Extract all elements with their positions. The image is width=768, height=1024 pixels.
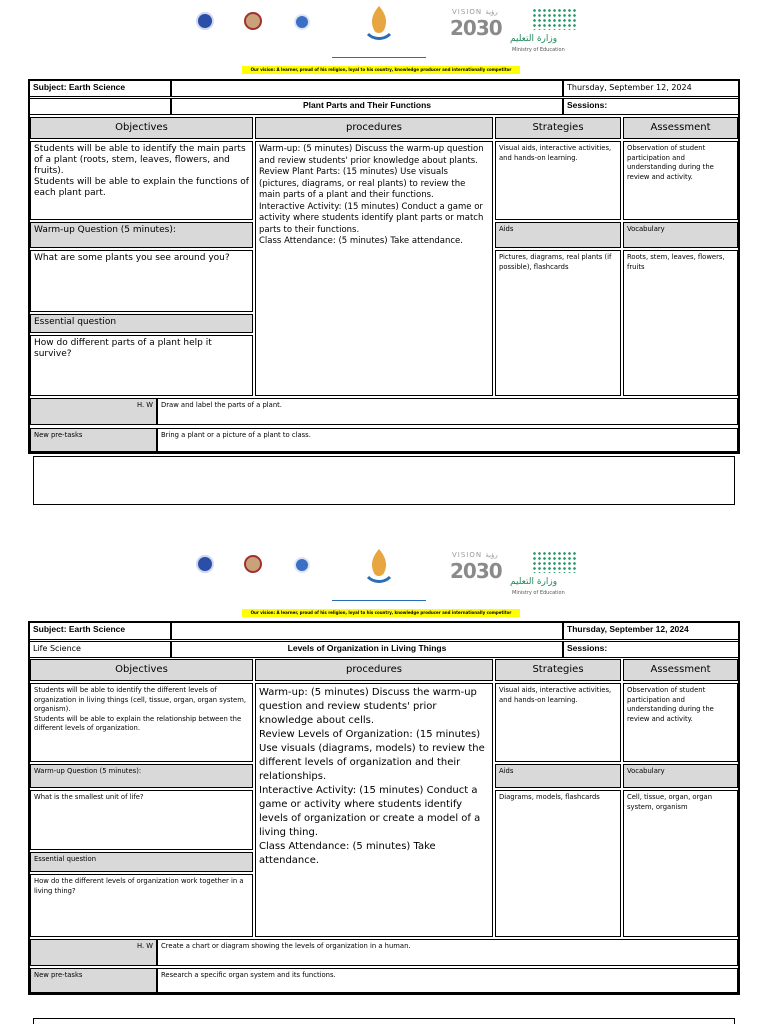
- seal-logo-icon: [196, 12, 214, 30]
- aids-text: Pictures, diagrams, real plants (if possible), flashcards: [495, 250, 621, 396]
- objectives-header: Objectives: [30, 117, 253, 139]
- ministry-name-ar: وزارة التعليم: [510, 577, 558, 587]
- objectives-text: Students will be able to identify the main parts of a plant (roots, stem, leaves, flowers, and fruits). Students will be able to explain the functions of each plant part.: [30, 141, 253, 220]
- hw-label: H. W: [30, 398, 157, 425]
- ministry-name-en: Ministry of Education: [512, 590, 565, 596]
- objectives-header: Objectives: [30, 659, 253, 681]
- procedures-text: Warm-up: (5 minutes) Discuss the warm-up question and review students' prior knowledge about cells. Review Levels of Organization: (15 minutes) Use visuals (diagrams, models) to review the different levels of organization and their relationships. Interactive Activity: (15 minutes) Conduct a game or activity where students identify levels of organization or create a model of a living thing. Class Attendance: (5 minutes) Take attendance.: [255, 683, 493, 937]
- subject-blank: [171, 622, 563, 640]
- essential-label: Essential question: [30, 852, 253, 872]
- assessment-text: Observation of student participation and understanding during the review and activity.: [623, 683, 738, 762]
- procedures-header: procedures: [255, 117, 493, 139]
- essential-question: How do different parts of a plant help it survive?: [30, 335, 253, 396]
- assessment-header: Assessment: [623, 117, 738, 139]
- header-logos-1: [186, 4, 586, 76]
- warmup-question: What is the smallest unit of life?: [30, 790, 253, 850]
- objectives-text: Students will be able to identify the different levels of organization in living things (cell, tissue, organ, organ system, organism). Students will be able to explain the relationship between the different levels of organization.: [30, 683, 253, 762]
- calligraphy-emblem-icon: [362, 547, 396, 587]
- procedures-header: procedures: [255, 659, 493, 681]
- accreditation-logo-icon: [294, 557, 310, 573]
- pretask-text: Bring a plant or a picture of a plant to class.: [157, 428, 738, 452]
- pretask-label: New pre-tasks: [30, 968, 157, 993]
- strategies-text: Visual aids, interactive activities, and hands-on learning.: [495, 683, 621, 762]
- hw-text: Create a chart or diagram showing the levels of organization in a human.: [157, 939, 738, 966]
- subject-sub-cell: Life Science: [29, 641, 171, 658]
- vocab-text: Roots, stem, leaves, flowers, fruits: [623, 250, 738, 396]
- subject-cell: Subject: Earth Science: [29, 80, 171, 97]
- pretask-label: New pre-tasks: [30, 428, 157, 452]
- vocab-label: Vocabulary: [623, 222, 738, 248]
- calligraphy-emblem-icon: [362, 4, 396, 44]
- ministry-name-en: Ministry of Education: [512, 47, 565, 53]
- shield-crest-icon: [244, 12, 262, 30]
- warmup-question: What are some plants you see around you?: [30, 250, 253, 312]
- seal-logo-icon: [196, 555, 214, 573]
- shield-crest-icon: [244, 555, 262, 573]
- strategies-header: Strategies: [495, 659, 621, 681]
- school-name-arabic: [332, 48, 426, 58]
- warmup-label: Warm-up Question (5 minutes):: [30, 222, 253, 248]
- warmup-label: Warm-up Question (5 minutes):: [30, 764, 253, 788]
- vision-banner: Our vision: A learner, proud of his religion, loyal to his country, knowledge producer and internationally competitor: [242, 66, 520, 74]
- subject-blank: [171, 80, 563, 97]
- strategies-text: Visual aids, interactive activities, and hands-on learning.: [495, 141, 621, 220]
- subject-cell: Subject: Earth Science: [29, 622, 171, 640]
- accreditation-logo-icon: [294, 14, 310, 30]
- vision-banner: Our vision: A learner, proud of his religion, loyal to his country, knowledge producer and internationally competitor: [242, 609, 520, 617]
- assessment-text: Observation of student participation and understanding during the review and activity.: [623, 141, 738, 220]
- strategies-header: Strategies: [495, 117, 621, 139]
- hw-text: Draw and label the parts of a plant.: [157, 398, 738, 425]
- notes-box-1: [33, 456, 735, 505]
- essential-question: How do the different levels of organization work together in a living thing?: [30, 874, 253, 937]
- sessions-cell: Sessions:: [563, 641, 739, 658]
- aids-text: Diagrams, models, flashcards: [495, 790, 621, 937]
- subject-sub-cell: [29, 98, 171, 115]
- hw-label: H. W: [30, 939, 157, 966]
- aids-label: Aids: [495, 222, 621, 248]
- notes-box-2: [33, 1018, 735, 1024]
- lesson-title: Plant Parts and Their Functions: [171, 98, 563, 115]
- school-name-arabic: [332, 591, 426, 601]
- ministry-dots-icon: [532, 551, 576, 573]
- vision-year: 2030: [450, 559, 502, 583]
- vocab-label: Vocabulary: [623, 764, 738, 788]
- aids-label: Aids: [495, 764, 621, 788]
- vision-label: VISION رؤية: [452, 8, 498, 16]
- ministry-dots-icon: [532, 8, 576, 30]
- pretask-text: Research a specific organ system and its functions.: [157, 968, 738, 993]
- essential-label: Essential question: [30, 314, 253, 333]
- date-cell: Thursday, September 12, 2024: [563, 80, 739, 97]
- vision-year: 2030: [450, 16, 502, 40]
- procedures-text: Warm-up: (5 minutes) Discuss the warm-up question and review students' prior knowledge about plants. Review Plant Parts: (15 minutes) Use visuals (pictures, diagrams, or real plants) to review the main parts of a plant and their functions. Interactive Activity: (15 minutes) Conduct a game or activity where students identify plant parts or match parts to their functions. Class Attendance: (5 minutes) Take attendance.: [255, 141, 493, 396]
- vocab-text: Cell, tissue, organ, organ system, organism: [623, 790, 738, 937]
- header-logos-2: [186, 547, 586, 619]
- assessment-header: Assessment: [623, 659, 738, 681]
- date-cell: Thursday, September 12, 2024: [563, 622, 739, 640]
- vision-label: VISION رؤية: [452, 551, 498, 559]
- sessions-cell: Sessions:: [563, 98, 739, 115]
- lesson-title: Levels of Organization in Living Things: [171, 641, 563, 658]
- ministry-name-ar: وزارة التعليم: [510, 34, 558, 44]
